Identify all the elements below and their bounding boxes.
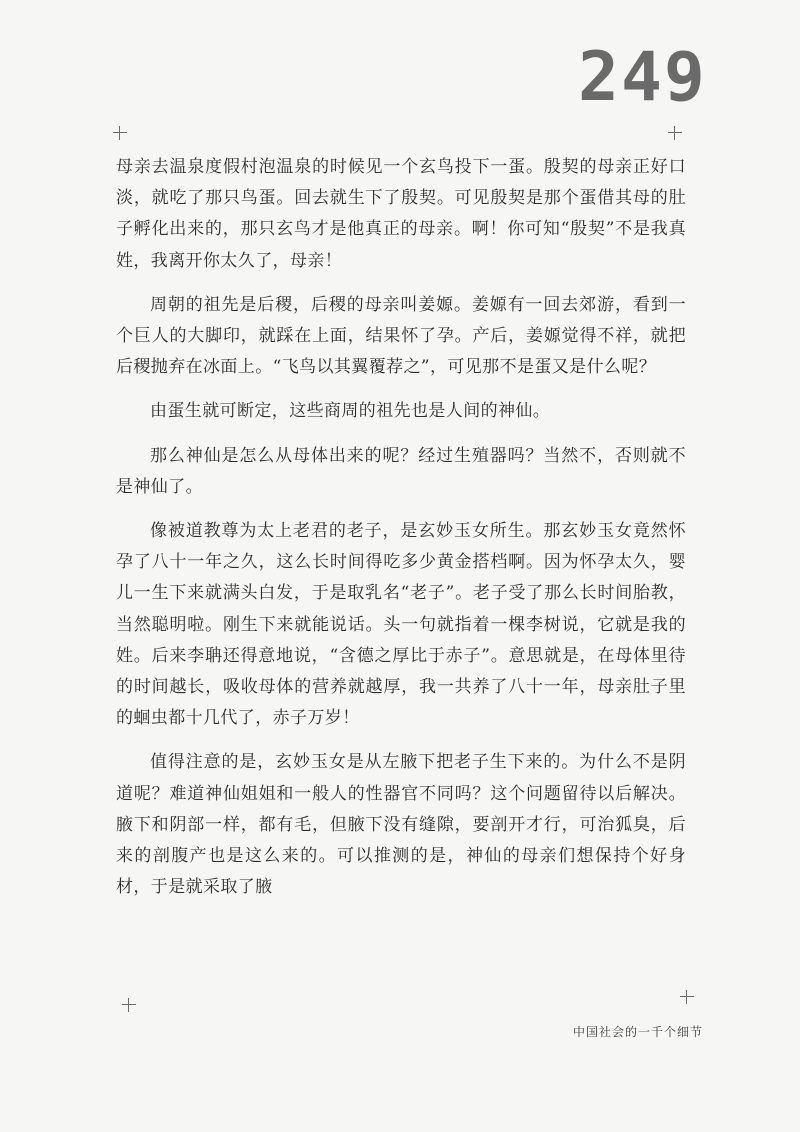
- paragraph: 母亲去温泉度假村泡温泉的时候见一个玄鸟投下一蛋。殷契的母亲正好口淡，就吃了那只鸟蛋。回去就生下了殷契。可见殷契是那个蛋借其母的肚子孵化出来的，那只玄鸟才是他真正的母亲。啊！你可知“殷契”不是我真姓，我离开你太久了，母亲！: [116, 157, 686, 271]
- crop-mark-top-right: [668, 126, 682, 140]
- running-footer: 中国社会的一千个细节: [573, 1025, 704, 1039]
- paragraph: 由蛋生就可断定，这些商周的祖先也是人间的神仙。: [150, 401, 551, 422]
- crop-mark-bottom-right: [680, 990, 694, 1004]
- paragraph: 周朝的祖先是后稷，后稷的母亲叫姜嫄。姜嫄有一回去郊游，看到一个巨人的大脚印，就踩在上面，结果怀了孕。产后，姜嫄觉得不祥，就把后稷抛弃在冰面上。“飞鸟以其翼覆荐之”，可见那不是蛋又是什么呢？: [116, 294, 686, 378]
- paragraph: 值得注意的是，玄妙玉女是从左腋下把老子生下来的。为什么不是阴道呢？难道神仙姐姐和一般人的性器官不同吗？这个问题留待以后解决。腋下和阴部一样，都有毛，但腋下没有缝隙，要剖开才行，可治狐臭，后来的剖腹产也是这么来的。可以推测的是，神仙的母亲们想保持个好身材，于是就采取了腋: [116, 752, 686, 898]
- paragraph: 那么神仙是怎么从母体出来的呢？经过生殖器吗？当然不，否则就不是神仙了。: [116, 445, 686, 497]
- body-text: [116, 152, 686, 916]
- paragraph: 像被道教尊为太上老君的老子，是玄妙玉女所生。那玄妙玉女竟然怀孕了八十一年之久，这么长时间得吃多少黄金搭档啊。因为怀孕太久，婴儿一生下来就满头白发，于是取乳名“老子”。老子受了那么长时间胎教，当然聪明啦。刚生下来就能说话。头一句就指着一棵李树说，它就是我的姓。后来李聃还得意地说，“含德之厚比于赤子”。意思就是，在母体里待的时间越长，吸收母体的营养就越厚，我一共养了八十一年，母亲肚子里的蛔虫都十几代了，赤子万岁！: [116, 521, 686, 729]
- crop-mark-bottom-left: [122, 998, 136, 1012]
- crop-mark-top-left: [113, 126, 127, 140]
- page-number: 249: [578, 38, 707, 117]
